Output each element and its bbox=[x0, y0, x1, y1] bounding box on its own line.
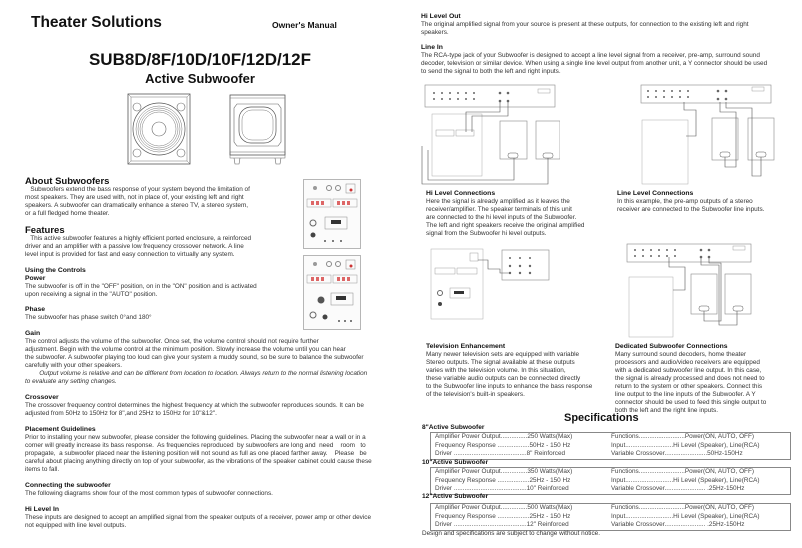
tv-enhancement-line: to the Subwoofer line inputs to enhance the bass response bbox=[426, 383, 593, 390]
spec-right-line: Functions..........................Power(ON, AUTO, OFF) bbox=[611, 504, 754, 511]
control-panel-illustration-10-12 bbox=[303, 255, 361, 330]
tv-enhancement-line: Many newer television sets are equipped with variable bbox=[426, 351, 580, 358]
about-line: speakers. A subwoofer can dramatically enhance a stereo TV, a stereo system, bbox=[25, 202, 249, 209]
spec-model-heading: 10"Active Subwoofer bbox=[422, 459, 489, 466]
placement-line: corner will greatly increase its bass response. As frequencies reproduced by subwoofers are long and need room to bbox=[25, 442, 366, 449]
features-line: This active subwoofer features a highly efficient ported enclosure, a reinforced bbox=[25, 235, 252, 242]
spec-disclaimer: Design and specifications are subject to change without notice. bbox=[422, 530, 600, 537]
placement-heading: Placement Guidelines bbox=[25, 426, 96, 433]
tv-enhancement-heading: Television Enhancement bbox=[426, 343, 506, 350]
crossover-line: The crossover frequency control determines the highest frequency at which the subwoofer reproduces sounds. It can be bbox=[25, 402, 364, 409]
crossover-heading: Crossover bbox=[25, 394, 59, 401]
hi-level-out-heading: Hi Level Out bbox=[421, 13, 461, 20]
line-level-connections-line: receiver are connected to the Subwoofer line inputs. bbox=[617, 206, 765, 213]
product-subtitle: Active Subwoofer bbox=[145, 71, 255, 86]
gain-line: adjustment. Begin with the volume control at the minimum position. Slowly increase the volume until you can hear bbox=[25, 346, 346, 353]
dedicated-line: the signal is already processed and does not need to bbox=[615, 375, 765, 382]
spec-table bbox=[430, 503, 791, 531]
dedicated-line: connector should be used to feed this single output to bbox=[615, 399, 767, 406]
hi-level-in-heading: Hi Level In bbox=[25, 506, 59, 513]
controls-heading: Using the Controls bbox=[25, 267, 86, 274]
phase-heading: Phase bbox=[25, 306, 46, 313]
spec-right-line: Variable Crossover........................50Hz-150Hz bbox=[611, 450, 743, 457]
gain-line: carefully with your other speakers. bbox=[25, 362, 122, 369]
spec-table bbox=[430, 432, 791, 460]
power-line: The subwoofer is off in the "OFF" position, on in the "ON" position and is activated bbox=[25, 283, 257, 290]
line-in-line: to send the signal to both the left and right inputs. bbox=[421, 68, 561, 75]
hi-level-connections-line: receiver/amplifier. The speaker terminals of this unit bbox=[426, 206, 572, 213]
placement-line: items to fall. bbox=[25, 466, 60, 473]
spec-left-line: Frequency Response ..................50Hz - 150 Hz bbox=[435, 441, 571, 449]
doc-type-label: Owner's Manual bbox=[272, 20, 337, 30]
line-level-connections-line: In this example, the pre-amp outputs of a stereo bbox=[617, 198, 753, 205]
spec-table bbox=[430, 467, 791, 495]
hi-level-out-line: The original amplified signal from your source is present at these outputs, for connection to the existing left and right bbox=[421, 21, 749, 28]
features-line: level input is provided for fast and easy connection to virtually any system. bbox=[25, 251, 235, 258]
connecting-heading: Connecting the subwoofer bbox=[25, 482, 111, 489]
dedicated-line: return to the system or other speakers. Connect this bbox=[615, 383, 763, 390]
dedicated-heading: Dedicated Subwoofer Connections bbox=[615, 343, 728, 350]
dedicated-line: Many surround sound decoders, home theater bbox=[615, 351, 747, 358]
model-title: SUB8D/8F/10D/10F/12D/12F bbox=[88, 50, 312, 69]
gain-note-line: Output volume is relative and can be different from location to location. Always return to the normal listening location bbox=[25, 370, 368, 377]
subwoofer-cabinet-illustration bbox=[229, 94, 286, 166]
spec-left-line: Amplifier Power Output...............250 Watts(Max) bbox=[435, 433, 573, 440]
power-heading: Power bbox=[25, 275, 46, 282]
gain-line: The control adjusts the volume of the subwoofer. Once set, the volume control should not require further bbox=[25, 338, 319, 345]
hi-level-connections-line: are connected to the hi level inputs of the Subwoofer. bbox=[426, 214, 577, 221]
hi-level-out-line: speakers. bbox=[421, 29, 449, 36]
hi-level-connections-line: Here the signal is already amplified as it leaves the bbox=[426, 198, 570, 205]
tv-enhancement-diagram bbox=[430, 248, 550, 320]
line-in-line: The RCA-type jack of your Subwoofer is designed to accept a line level signal from a receiver, pre-amp, surround sound bbox=[421, 52, 760, 59]
tv-enhancement-line: varies with the television volume. In this situation, bbox=[426, 367, 566, 374]
tv-enhancement-line: Stereo outputs. The signal available at these outputs bbox=[426, 359, 575, 366]
spec-right-line: Functions..........................Power(ON, AUTO, OFF) bbox=[611, 433, 754, 440]
line-level-connections-heading: Line Level Connections bbox=[617, 190, 694, 197]
subwoofer-front-illustration bbox=[127, 93, 191, 165]
spec-right-line: Variable Crossover....................... .25Hz-150Hz bbox=[611, 521, 745, 528]
placement-line: Prior to installing your new subwoofer, please consider the following guidelines. Placing the subwoofer near a wall or in a bbox=[25, 434, 366, 441]
line-in-line: decoder, television or similar device. When using a single line level output from another unit, a Y connector should be used bbox=[421, 60, 768, 67]
dedicated-line: line output to the line inputs of the Subwoofer. A Y bbox=[615, 391, 756, 398]
spec-left-line: Driver .........................................12" Reinforced bbox=[435, 521, 569, 528]
spec-model-heading: 8"Active Subwoofer bbox=[422, 424, 485, 431]
brand-title: Theater Solutions bbox=[31, 14, 162, 31]
about-line: Subwoofers extend the bass response of your system beyond the limitation of bbox=[25, 186, 250, 193]
hi-level-in-line: not equipped with line level outputs. bbox=[25, 522, 127, 529]
spec-left-line: Driver .........................................10" Reinforced bbox=[435, 485, 569, 492]
dedicated-line: with a dedicated subwoofer line output. In this case, bbox=[615, 367, 762, 374]
features-heading: Features bbox=[25, 225, 65, 236]
placement-line: careful about placing anything directly on top of your subwoofer, as the vibrations of the speaker cabinet could cause these bbox=[25, 458, 372, 465]
spec-model-heading: 12"Active Subwoofer bbox=[422, 493, 489, 500]
connecting-line: The following diagrams show four of the most common types of subwoofer connections. bbox=[25, 490, 273, 497]
line-level-connection-diagram bbox=[640, 84, 780, 186]
dedicated-line: processors and audio/video receivers are equipped bbox=[615, 359, 760, 366]
crossover-line: adjusted from 50Hz to 150Hz for 8",and 25Hz to 150Hz for 10"&12". bbox=[25, 410, 217, 417]
about-heading: About Subwoofers bbox=[25, 176, 110, 187]
hi-level-connections-line: signal from the Subwoofer hi level outputs. bbox=[426, 230, 547, 237]
placement-line: propagate, a subwoofer placed near the listening position will not sound as full as one placed farther away. Please be bbox=[25, 450, 367, 457]
tv-enhancement-line: of the television's built-in speakers. bbox=[426, 391, 525, 398]
hi-level-connections-line: The left and right speakers receive the original amplified bbox=[426, 222, 585, 229]
about-line: most speakers. They are used with, not in place of, your existing left and right bbox=[25, 194, 244, 201]
spec-right-line: Functions..........................Power(ON, AUTO, OFF) bbox=[611, 468, 754, 475]
gain-line: the subwoofer. A subwoofer playing too loud can give your system a muddy sound, so be sure to balance the subwoofer bbox=[25, 354, 364, 361]
power-line: upon receiving a signal in the "AUTO" position. bbox=[25, 291, 158, 298]
spec-left-line: Amplifier Power Output...............500 Watts(Max) bbox=[435, 504, 573, 511]
spec-right-line: Input...........................Hi Level (Speaker), Line(RCA) bbox=[611, 476, 760, 484]
gain-heading: Gain bbox=[25, 330, 41, 337]
spec-left-line: Frequency Response ..................25Hz - 150 Hz bbox=[435, 476, 571, 484]
dedicated-line: both the left and the right line inputs. bbox=[615, 407, 719, 414]
control-panel-illustration-8 bbox=[303, 179, 361, 249]
specifications-heading: Specifications bbox=[564, 412, 639, 424]
hi-level-in-line: These inputs are designed to accept an amplified signal from the speaker outputs of a receiver, power amp or other device bbox=[25, 514, 371, 521]
hi-level-connection-diagram bbox=[420, 84, 560, 186]
spec-right-line: Input...........................Hi Level (Speaker), Line(RCA) bbox=[611, 441, 760, 449]
spec-left-line: Frequency Response ..................25Hz - 150 Hz bbox=[435, 512, 571, 520]
hi-level-connections-heading: Hi Level Connections bbox=[426, 190, 496, 197]
gain-note-line: to evaluate any setting changes. bbox=[25, 378, 117, 385]
about-line: or a full fledged home theater. bbox=[25, 210, 110, 217]
dedicated-connection-diagram bbox=[625, 243, 785, 339]
spec-left-line: Driver .........................................8" Reinforced bbox=[435, 450, 566, 457]
phase-line: The subwoofer has phase switch 0°and 180° bbox=[25, 314, 152, 321]
line-in-heading: Line In bbox=[421, 44, 443, 51]
spec-left-line: Amplifier Power Output...............350 Watts(Max) bbox=[435, 468, 573, 475]
tv-enhancement-line: these variable audio outputs can be connected directly bbox=[426, 375, 581, 382]
spec-right-line: Variable Crossover....................... .25Hz-150Hz bbox=[611, 485, 745, 492]
features-line: driver and an amplifier with a passive low frequency crossover network. A line bbox=[25, 243, 244, 250]
spec-right-line: Input...........................Hi Level (Speaker), Line(RCA) bbox=[611, 512, 760, 520]
